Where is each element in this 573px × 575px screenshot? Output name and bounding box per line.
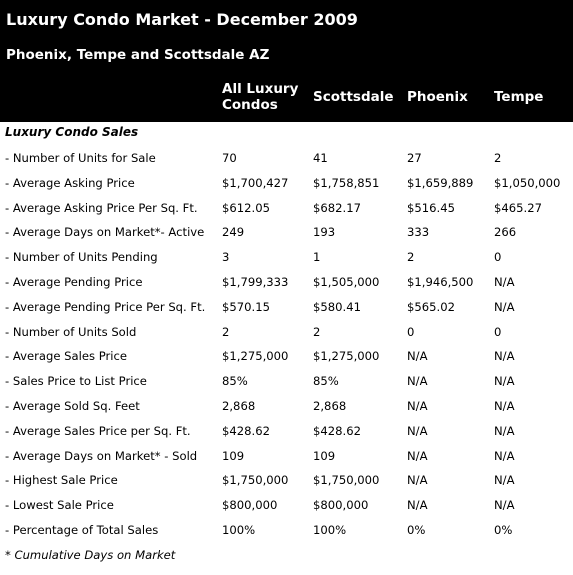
cell-all-luxury-condos: 85% <box>222 374 248 389</box>
column-header-line1: Scottsdale <box>313 89 394 105</box>
table-row <box>0 197 573 222</box>
row-label: - Sales Price to List Price <box>5 374 147 389</box>
cell-tempe: N/A <box>494 274 515 289</box>
column-header-tempe <box>494 89 543 105</box>
cell-scottsdale: 109 <box>313 448 336 463</box>
cell-phoenix: N/A <box>407 398 428 413</box>
cell-all-luxury-condos: 70 <box>222 151 237 165</box>
row-label: - Highest Sale Price <box>5 473 118 488</box>
cell-phoenix: $516.45 <box>407 200 455 215</box>
table-row <box>0 221 573 246</box>
column-header-line1: Phoenix <box>407 89 468 105</box>
row-label: - Lowest Sale Price <box>5 498 114 513</box>
cell-scottsdale: $1,758,851 <box>313 175 380 190</box>
cell-all-luxury-condos: $800,000 <box>222 498 278 513</box>
cell-all-luxury-condos: 109 <box>222 448 245 463</box>
table-row <box>0 296 573 321</box>
cell-tempe: 2 <box>494 151 502 165</box>
cell-all-luxury-condos: $570.15 <box>222 299 270 314</box>
row-label: - Average Pending Price Per Sq. Ft. <box>5 299 206 314</box>
cell-phoenix: $565.02 <box>407 299 455 314</box>
cell-tempe: N/A <box>494 498 515 513</box>
cell-phoenix: $1,659,889 <box>407 175 474 190</box>
cell-phoenix: N/A <box>407 473 428 488</box>
cell-scottsdale: $580.41 <box>313 299 361 314</box>
column-header-line1: All Luxury <box>222 81 299 97</box>
column-header-all-luxury-condos <box>222 81 298 113</box>
cell-scottsdale: $1,505,000 <box>313 274 380 289</box>
cell-scottsdale: $682.17 <box>313 200 361 215</box>
cell-all-luxury-condos: 2 <box>222 324 230 339</box>
cell-tempe: N/A <box>494 423 515 438</box>
cell-phoenix: N/A <box>407 349 428 364</box>
cell-phoenix: 2 <box>407 250 415 265</box>
table-row <box>0 395 573 420</box>
cell-phoenix: $1,946,500 <box>407 274 474 289</box>
row-label: - Average Days on Market*- Active <box>5 225 205 240</box>
cell-tempe: 266 <box>494 225 517 240</box>
cell-phoenix: 0 <box>407 324 415 339</box>
report-subtitle: Phoenix, Tempe and Scottsdale AZ <box>6 47 270 63</box>
cell-scottsdale: 2 <box>313 324 321 339</box>
row-label: - Average Pending Price <box>5 274 143 289</box>
cell-phoenix: N/A <box>407 423 428 438</box>
cell-all-luxury-condos: 2,868 <box>222 398 256 413</box>
row-label: - Number of Units for Sale <box>5 151 156 165</box>
table-row <box>0 370 573 395</box>
column-header-line2: Condos <box>222 97 278 113</box>
table-row <box>0 519 573 544</box>
cell-tempe: N/A <box>494 448 515 463</box>
cell-tempe: $1,050,000 <box>494 175 561 190</box>
cell-tempe: 0 <box>494 250 502 265</box>
row-label: - Average Asking Price <box>5 175 135 190</box>
cell-phoenix: 0% <box>407 522 426 537</box>
cell-all-luxury-condos: $428.62 <box>222 423 270 438</box>
footnote: * Cumulative Days on Market <box>5 548 176 562</box>
cell-phoenix: N/A <box>407 448 428 463</box>
table-row <box>0 420 573 445</box>
row-label: - Number of Units Sold <box>5 324 137 339</box>
column-header-scottsdale <box>313 89 394 105</box>
cell-all-luxury-condos: 3 <box>222 250 230 265</box>
cell-tempe: N/A <box>494 299 515 314</box>
cell-all-luxury-condos: $612.05 <box>222 200 270 215</box>
cell-tempe: N/A <box>494 349 515 364</box>
report-header <box>0 0 573 122</box>
table-row <box>0 271 573 296</box>
cell-scottsdale: 1 <box>313 250 321 265</box>
cell-scottsdale: 193 <box>313 225 336 240</box>
cell-phoenix: 333 <box>407 225 430 240</box>
cell-tempe: N/A <box>494 398 515 413</box>
row-label: - Average Sales Price per Sq. Ft. <box>5 423 191 438</box>
row-label: - Percentage of Total Sales <box>5 522 159 537</box>
row-label: - Number of Units Pending <box>5 250 158 265</box>
cell-phoenix: N/A <box>407 498 428 513</box>
cell-scottsdale: 2,868 <box>313 398 347 413</box>
cell-tempe: 0 <box>494 324 502 339</box>
cell-all-luxury-condos: $1,750,000 <box>222 473 289 488</box>
table-row <box>0 469 573 494</box>
table-row <box>0 246 573 271</box>
table-row <box>0 445 573 470</box>
sales-table <box>0 147 573 544</box>
cell-tempe: $465.27 <box>494 200 542 215</box>
table-row <box>0 345 573 370</box>
cell-phoenix: N/A <box>407 374 428 389</box>
cell-tempe: N/A <box>494 473 515 488</box>
row-label: - Average Sales Price <box>5 349 127 364</box>
table-row <box>0 321 573 346</box>
row-label: - Average Sold Sq. Feet <box>5 398 140 413</box>
table-row <box>0 147 573 172</box>
cell-all-luxury-condos: 249 <box>222 225 245 240</box>
column-header-line1: Tempe <box>494 89 544 105</box>
cell-phoenix: 27 <box>407 151 422 165</box>
cell-all-luxury-condos: $1,700,427 <box>222 175 289 190</box>
table-row <box>0 172 573 197</box>
cell-scottsdale: $428.62 <box>313 423 361 438</box>
cell-scottsdale: 41 <box>313 151 328 165</box>
row-label: - Average Days on Market* - Sold <box>5 448 198 463</box>
cell-scottsdale: 85% <box>313 374 339 389</box>
column-header-phoenix <box>407 89 468 105</box>
cell-scottsdale: $800,000 <box>313 498 369 513</box>
cell-tempe: N/A <box>494 374 515 389</box>
cell-all-luxury-condos: $1,799,333 <box>222 274 289 289</box>
cell-all-luxury-condos: $1,275,000 <box>222 349 289 364</box>
cell-tempe: 0% <box>494 522 513 537</box>
row-label: - Average Asking Price Per Sq. Ft. <box>5 200 198 215</box>
section-label: Luxury Condo Sales <box>5 125 139 139</box>
cell-all-luxury-condos: 100% <box>222 522 256 537</box>
cell-scottsdale: 100% <box>313 522 347 537</box>
cell-scottsdale: $1,750,000 <box>313 473 380 488</box>
cell-scottsdale: $1,275,000 <box>313 349 380 364</box>
table-row <box>0 494 573 519</box>
report-title: Luxury Condo Market - December 2009 <box>6 10 358 29</box>
